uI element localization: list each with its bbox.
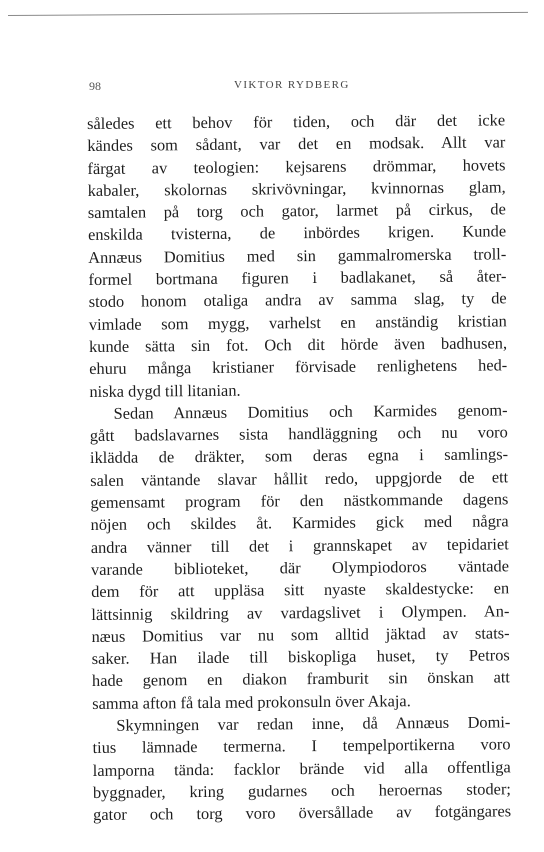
paragraph <box>90 399 511 715</box>
text-line: formel bortmana figuren i badlakanet, så åter- <box>88 266 507 290</box>
text-line: tius lämnade termerna. I tempelportikerna voro <box>92 734 511 758</box>
text-line: gått badslavarnes sista handläggning och nu voro <box>89 422 508 446</box>
running-head: VIKTOR RYDBERG <box>234 79 350 91</box>
text-line: salen väntande slavar hållit redo, uppgjorde de ett <box>90 467 509 490</box>
text-line: kunde sätta sin fot. Och dit hörde även badhusen, <box>88 333 508 356</box>
text-line: samma afton få tala med prokonsuln över Akaja. <box>92 690 411 713</box>
text-line: iklädda de dräkter, som deras egna i samlings- <box>89 444 509 468</box>
paragraph <box>87 109 508 402</box>
text-line: byggnader, kring gudarnes och heroernas stoder; <box>92 779 511 802</box>
text-line: saker. Han ilade till biskopliga huset, ty Petros <box>91 645 510 669</box>
body-text <box>87 109 511 826</box>
text-line: Annæus Domitius med sin gammalromerska troll- <box>88 244 507 267</box>
text-line: enskilda tvisterna, de inbördes krigen. Kunde <box>87 221 507 245</box>
text-line: gator och torg voro översållade av fotgängares <box>93 801 512 825</box>
text-line: lamporna tända: facklor brände vid alla offentliga <box>92 756 511 780</box>
text-line: næus Domitius var nu som alltid jäktad av stats- <box>91 623 510 646</box>
paragraph <box>92 711 511 826</box>
text-line: vimlade som mygg, varhelst en anständig kristian <box>88 311 507 334</box>
text-line: dem för att uppläsa sitt nyaste skaldestycke: en <box>91 578 510 602</box>
text-line: gemensamt program för den nästkommande dagens <box>90 489 509 513</box>
text-line: kändes som sådant, var det en modsak. Allt var <box>87 132 506 156</box>
text-line: lättsinnig skildring av vardagslivet i Olympen. An- <box>91 600 510 624</box>
text-line: kabaler, skolornas skrivövningar, kvinnornas glam, <box>87 177 506 200</box>
top-rule <box>8 12 528 16</box>
text-line: Sedan Annæus Domitius och Karmides genom- <box>113 400 508 423</box>
text-line: hade genom en diakon framburit sin önskan att <box>91 667 511 691</box>
text-line: stodo honom otaliga andra av samma slag, ty de <box>88 288 507 312</box>
text-line: varande biblioteket, där Olympiodoros väntade <box>90 556 510 579</box>
text-line: andra vänner till det i grannskapet av tepidariet <box>90 533 509 557</box>
text-line: ehuru många kristianer förvisade renlighetens hed- <box>89 355 508 379</box>
page-number: 98 <box>89 79 101 93</box>
page-header <box>89 79 506 99</box>
text-line: Skymningen var redan inne, då Annæus Domi- <box>116 712 511 735</box>
text-line: samtalen på torg och gator, larmet på cirkus, de <box>87 199 506 223</box>
text-line: niska dygd till litanian. <box>89 380 241 401</box>
text-line: färgat av teologien: kejsarens drömmar, hovets <box>87 154 506 178</box>
text-line: nöjen och skildes åt. Karmides gick med några <box>90 511 509 535</box>
text-line: således ett behov för tiden, och där det icke <box>87 110 506 133</box>
